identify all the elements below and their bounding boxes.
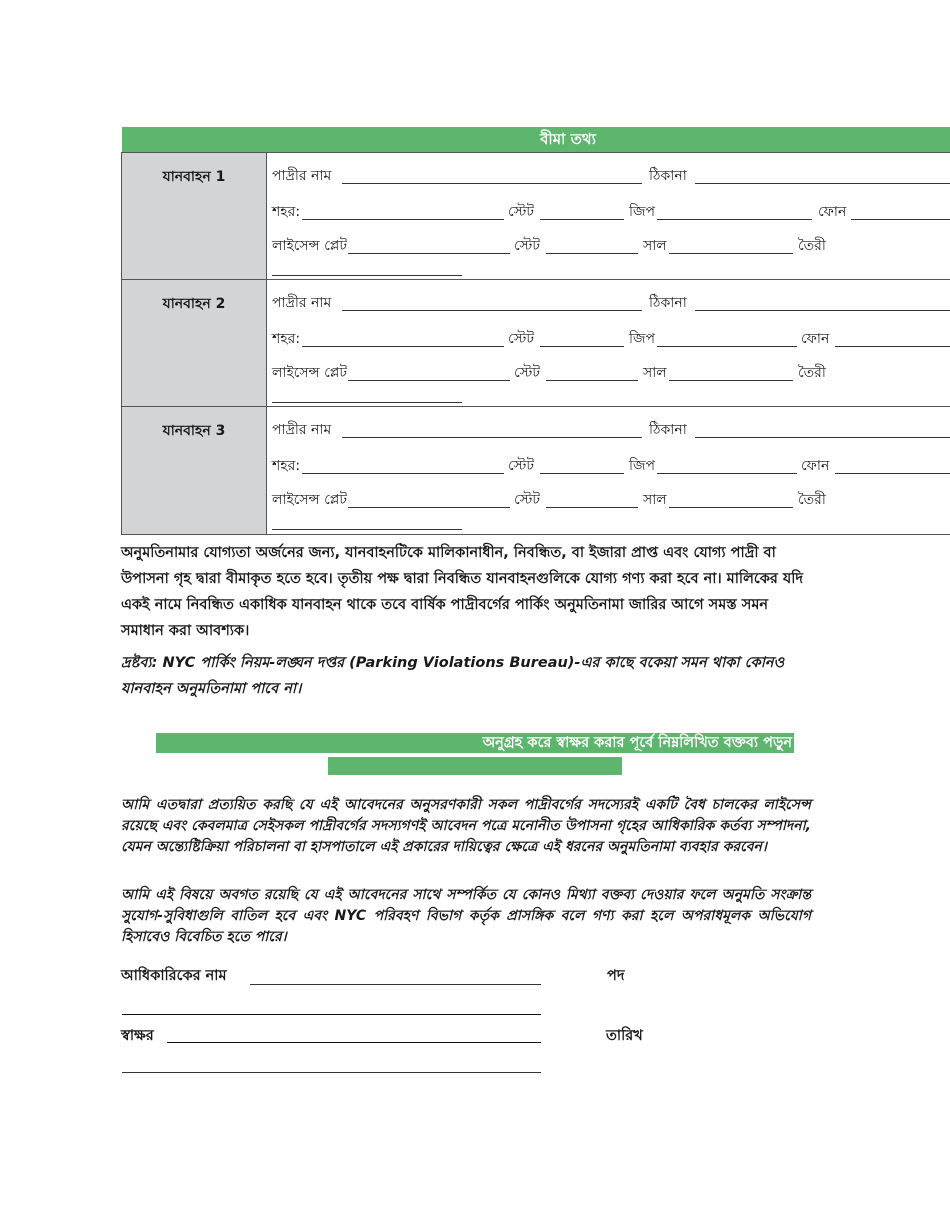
vehicle-row-name <box>272 421 950 439</box>
state-label: স্টেট <box>514 365 541 381</box>
zip-field[interactable] <box>657 330 797 347</box>
clergy-name-label: পাদ্রীর নাম <box>272 422 332 438</box>
vehicle-row-city <box>272 457 950 475</box>
declaration-false-statement: আমি এই বিষয়ে অবগত রয়েছি যে এই আবেদনের সাথে সম্পর্কিত যে কোনও মিথ্যা বক্তব্য দেওয়ার ফলে অনুমতি সংক্রান্ত সুযোগ-সুবিধাগুলি বাতিল হবে এবং NYC পরিবহণ বিভাগ কর্তৃক প্রাসঙ্গিক বলে গণ্য করা হলে অপরাধমূলক অভিযোগ হিসাবেও বিবেচিত হতে পারে। <box>121 887 811 945</box>
signature-label: স্বাক্ষর <box>121 1028 154 1044</box>
clergy-name-field[interactable] <box>342 421 642 438</box>
city-label: শহর: <box>272 331 301 347</box>
vehicle-row-plate <box>272 491 950 509</box>
signature-field[interactable] <box>167 1026 541 1043</box>
vehicle-row-plate <box>272 237 950 255</box>
vehicle-label: যানবাহন 3 <box>121 407 267 534</box>
zip-field[interactable] <box>657 203 812 220</box>
state-field[interactable] <box>540 457 624 474</box>
eligibility-paragraph: অনুমতিনামার যোগ্যতা অর্জনের জন্য, যানবাহনটিকে মালিকানাধীন, নিবন্ধিত, বা ইজারা প্রাপ্ত এবং যোগ্য পাদ্রী বা উপাসনা গৃহ দ্বারা বীমাকৃত হতে হবে। তৃতীয় পক্ষ দ্বারা নিবন্ধিত যানবাহনগুলিকে যোগ্য গণ্য করা হবে না। মালিকের যদি একই নামে নিবন্ধিত একাধিক যানবাহন থাকে তবে বার্ষিক পাদ্রীবর্গের পার্কিং অনুমতিনামা জারির আগে সমস্ত সমন সমাধান করা আবশ্যক। <box>121 545 803 639</box>
vehicle-row-city <box>272 203 950 221</box>
address-field[interactable] <box>695 294 950 311</box>
city-field[interactable] <box>302 457 504 474</box>
date-field[interactable] <box>122 1058 541 1073</box>
zip-label: জিপ <box>629 331 656 347</box>
read-statement-banner <box>156 733 794 753</box>
state-field[interactable] <box>540 203 624 220</box>
make-field[interactable] <box>272 259 462 276</box>
zip-label: জিপ <box>629 458 656 474</box>
state-field[interactable] <box>546 364 638 381</box>
declaration-certify: আমি এতদ্বারা প্রত্যয়িত করছি যে এই আবেদনের অনুসরণকারী সকল পাদ্রীবর্গের সদস্যেরই একটি বৈধ চালকের লাইসেন্স রয়েছে এবং কেবলমাত্র সেইসকল পাদ্রীবর্গের সদস্যগণই আবেদন পত্রে মনোনীত উপাসনা গৃহের আধিকারিক কর্তব্য সম্পাদনা, যেমন অন্ত্যেষ্টিক্রিয়া পরিচালনা বা হাসপাতালে এই প্রকারের দায়িত্বের ক্ষেত্রে এই ধরনের অনুমতিনামা ব্যবহার করবেন। <box>121 797 811 855</box>
vehicle-label: যানবাহন 2 <box>121 280 267 407</box>
vehicle-row-name <box>272 167 950 185</box>
license-plate-label: লাইসেন্স প্লেট <box>272 365 347 381</box>
state-field[interactable] <box>546 237 638 254</box>
vehicle-row-plate <box>272 364 950 382</box>
year-field[interactable] <box>669 237 793 254</box>
address-label: ঠিকানা <box>649 168 687 184</box>
officer-name-field[interactable] <box>250 968 541 985</box>
vehicle-label: যানবাহন 1 <box>121 153 267 280</box>
year-field[interactable] <box>669 491 793 508</box>
state-label: স্টেট <box>508 458 535 474</box>
city-label: শহর: <box>272 204 301 220</box>
zip-field[interactable] <box>657 457 797 474</box>
clergy-name-field[interactable] <box>342 167 642 184</box>
read-statement-text: অনুগ্রহ করে স্বাক্ষর করার পূর্বে নিম্নলিখিত বক্তব্য পড়ুন <box>482 735 792 751</box>
clergy-name-field[interactable] <box>342 294 642 311</box>
date-label: তারিখ <box>606 1028 643 1044</box>
city-field[interactable] <box>302 330 504 347</box>
license-plate-label: লাইসেন্স প্লেট <box>272 492 347 508</box>
phone-label: ফোন <box>801 458 830 474</box>
state-field[interactable] <box>546 491 638 508</box>
address-field[interactable] <box>695 167 950 184</box>
state-label: স্টেট <box>508 331 535 347</box>
license-plate-label: লাইসেন্স প্লেট <box>272 238 347 254</box>
year-field[interactable] <box>669 364 793 381</box>
address-label: ঠিকানা <box>649 295 687 311</box>
city-label: শহর: <box>272 458 301 474</box>
make-field[interactable] <box>272 386 462 403</box>
phone-field[interactable] <box>835 330 950 347</box>
phone-label: ফোন <box>801 331 830 347</box>
make-label: তৈরী <box>798 238 826 254</box>
make-field[interactable] <box>272 513 462 530</box>
phone-field[interactable] <box>851 203 950 220</box>
officer-name-label: আধিকারিকের নাম <box>121 968 227 984</box>
license-plate-field[interactable] <box>348 491 510 508</box>
clergy-name-label: পাদ্রীর নাম <box>272 295 332 311</box>
clergy-name-label: পাদ্রীর নাম <box>272 168 332 184</box>
read-statement-bar <box>328 757 622 775</box>
state-field[interactable] <box>540 330 624 347</box>
violations-note: দ্রষ্টব্য: NYC পার্কিং নিয়ম-লঙ্ঘন দপ্তর (Parking Violations Bureau)-এর কাছে বকেয়া সমন থাকা কোনও যানবাহন অনুমতিনামা পাবে না। <box>121 655 785 697</box>
zip-label: জিপ <box>629 204 656 220</box>
year-label: সাল <box>643 365 667 381</box>
vehicle-block-2 <box>121 279 950 407</box>
address-label: ঠিকানা <box>649 422 687 438</box>
address-field[interactable] <box>695 421 950 438</box>
vehicle-row-name <box>272 294 950 312</box>
make-label: তৈরী <box>798 492 826 508</box>
year-label: সাল <box>643 492 667 508</box>
year-label: সাল <box>643 238 667 254</box>
position-field[interactable] <box>122 1000 541 1015</box>
phone-label: ফোন <box>818 204 847 220</box>
phone-field[interactable] <box>835 457 950 474</box>
vehicle-block-1 <box>121 152 950 280</box>
position-label: পদ <box>607 968 625 984</box>
city-field[interactable] <box>302 203 504 220</box>
state-label: স্টেট <box>508 204 535 220</box>
make-label: তৈরী <box>798 365 826 381</box>
license-plate-field[interactable] <box>348 237 510 254</box>
license-plate-field[interactable] <box>348 364 510 381</box>
insurance-section-header <box>122 127 950 152</box>
vehicle-block-3 <box>121 406 950 535</box>
vehicle-row-city <box>272 330 950 348</box>
insurance-header-text: বীমা তথ্য <box>540 130 596 148</box>
state-label: স্টেট <box>514 238 541 254</box>
state-label: স্টেট <box>514 492 541 508</box>
